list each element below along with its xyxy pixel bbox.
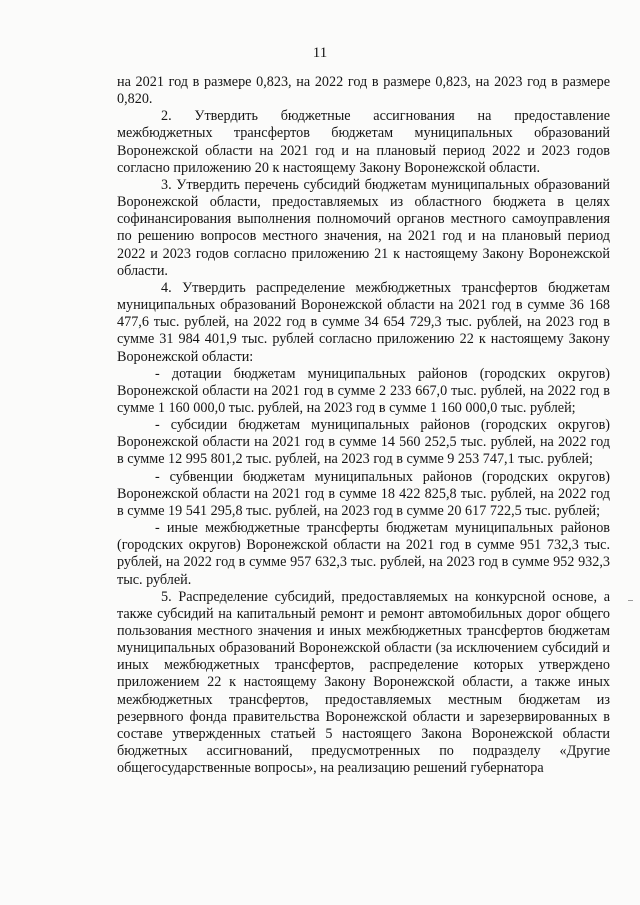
- paragraph-item-2: 2. Утвердить бюджетные ассигнования на предоставление межбюджетных трансфертов бюджетам муниципальных образований Воронежской области на 2021 год и на плановый период 2022 и 2023 годов согласно приложению 20 к настоящему Закону Воронежской области.: [117, 108, 610, 176]
- scan-margin-mark: [628, 600, 633, 601]
- page-number: 11: [312, 45, 328, 61]
- paragraph-continuation: на 2021 год в размере 0,823, на 2022 год в размере 0,823, на 2023 год в размере 0,820.: [117, 74, 610, 108]
- list-item-subventions: - субвенции бюджетам муниципальных районов (городских округов) Воронежской области на 2021 год в сумме 18 422 825,8 тыс. рублей, на 2022 год в сумме 19 541 295,8 тыс. рублей, на 2023 год в сумме 20 617 722,5 тыс. рублей;: [117, 468, 610, 519]
- paragraph-item-3: 3. Утвердить перечень субсидий бюджетам муниципальных образований Воронежской области, предоставляемых из областного бюджета в целях софинансирования выполнения полномочий органов местного самоуправления по решению вопросов местного значения, на 2021 год и на плановый период 2022 и 2023 годов согласно приложению 21 к настоящему Закону Воронежской области.: [117, 176, 610, 279]
- list-item-dotations: - дотации бюджетам муниципальных районов (городских округов) Воронежской области на 2021 год в сумме 2 233 667,0 тыс. рублей, на 2022 год в сумме 1 160 000,0 тыс. рублей, на 2023 год в сумме 1 160 000,0 тыс. рублей;: [117, 365, 610, 416]
- list-item-subsidies: - субсидии бюджетам муниципальных районов (городских округов) Воронежской области на 2021 год в сумме 14 560 252,5 тыс. рублей, на 2022 год в сумме 12 995 801,2 тыс. рублей, на 2023 год в сумме 9 253 747,1 тыс. рублей;: [117, 417, 610, 468]
- paragraph-item-5: 5. Распределение субсидий, предоставляемых на конкурсной основе, а также субсидий на капитальный ремонт и ремонт автомобильных дорог общего пользования местного значения и иных межбюджетных трансфертов бюджетам муниципальных образований Воронежской области (за исключением субсидий и иных межбюджетных трансфертов, распределение которых утверждено приложением 22 к настоящему Закону Воронежской области, а также иных межбюджетных трансфертов, предоставляемых местным бюджетам из резервного фонда правительства Воронежской области и зарезервированных в составе утвержденных статьей 5 настоящего Закона Воронежской области бюджетных ассигнований, предусмотренных по подразделу «Другие общегосударственные вопросы», на реализацию решений губернатора: [117, 588, 610, 777]
- list-item-other-transfers: - иные межбюджетные трансферты бюджетам муниципальных районов (городских округов) Воронежской области на 2021 год в сумме 951 732,3 тыс. рублей, на 2022 год в сумме 957 632,3 тыс. рублей, на 2023 год в сумме 952 932,3 тыс. рублей.: [117, 520, 610, 588]
- paragraph-item-4: 4. Утвердить распределение межбюджетных трансфертов бюджетам муниципальных образований Воронежской области на 2021 год в сумме 36 168 477,6 тыс. рублей, на 2022 год в сумме 34 654 729,3 тыс. рублей, на 2023 год в сумме 31 984 401,9 тыс. рублей согласно приложению 22 к настоящему Закону Воронежской области:: [117, 279, 610, 365]
- document-body: [117, 74, 610, 777]
